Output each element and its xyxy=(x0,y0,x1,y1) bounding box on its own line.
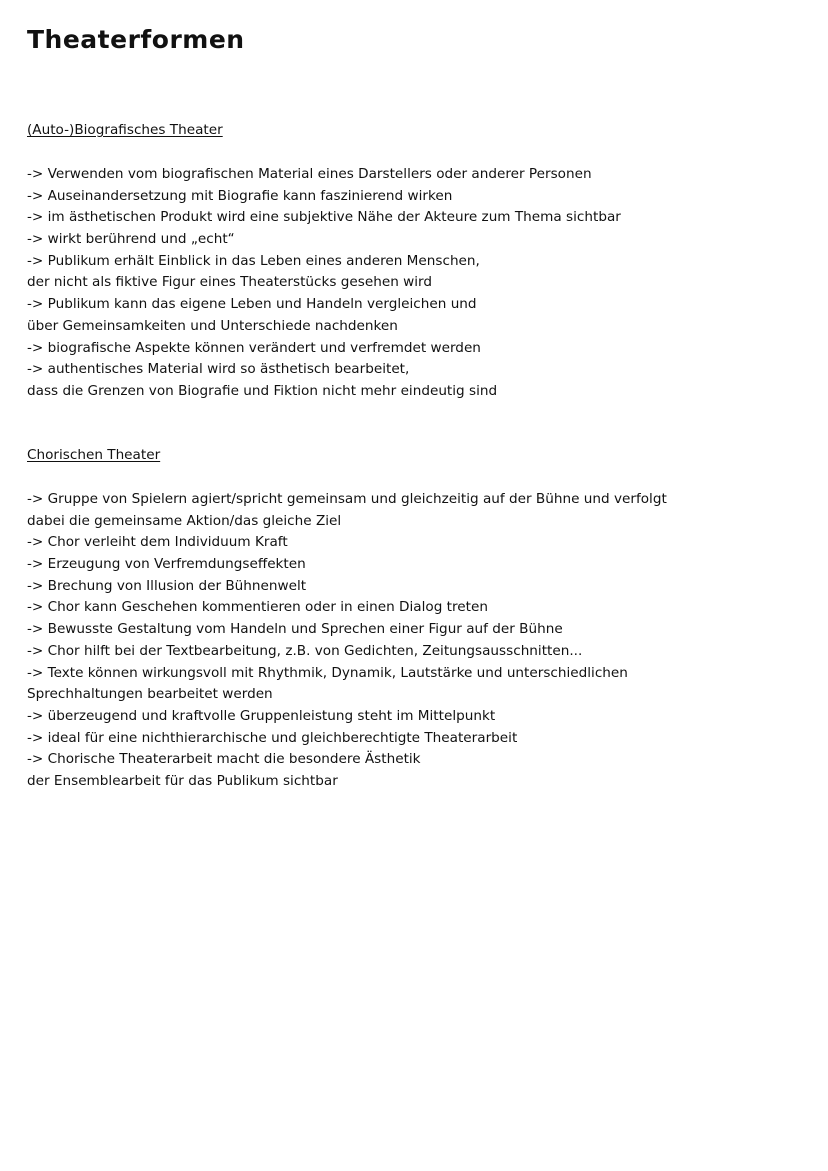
text-line: -> Publikum erhält Einblick in das Leben eines anderen Menschen, xyxy=(27,252,480,269)
section-heading-chorisches-theater: Chorischen Theater xyxy=(27,447,161,463)
section-lines-biografisches-theater xyxy=(27,164,621,403)
text-line: über Gemeinsamkeiten und Unterschiede nachdenken xyxy=(27,317,398,334)
text-line: -> überzeugend und kraftvolle Gruppenleistung steht im Mittelpunkt xyxy=(27,707,496,724)
text-line: -> biografische Aspekte können verändert und verfremdet werden xyxy=(27,339,481,356)
text-line: -> Chor verleiht dem Individuum Kraft xyxy=(27,534,288,551)
text-line: -> ideal für eine nichthierarchische und gleichberechtigte Theaterarbeit xyxy=(27,729,518,746)
text-line: der Ensemblearbeit für das Publikum sichtbar xyxy=(27,772,338,789)
text-line: -> Bewusste Gestaltung vom Handeln und Sprechen einer Figur auf der Bühne xyxy=(27,621,563,638)
text-line: -> Chor hilft bei der Textbearbeitung, z.B. von Gedichten, Zeitungsausschnitten... xyxy=(27,642,583,659)
section-heading-biografisches-theater: (Auto-)Biografisches Theater xyxy=(27,122,223,138)
text-line: -> authentisches Material wird so ästhetisch bearbeitet, xyxy=(27,361,410,378)
text-line: -> im ästhetischen Produkt wird eine subjektive Nähe der Akteure zum Thema sichtbar xyxy=(27,209,621,226)
text-line: dass die Grenzen von Biografie und Fiktion nicht mehr eindeutig sind xyxy=(27,382,498,399)
text-line: -> Auseinandersetzung mit Biografie kann faszinierend wirken xyxy=(27,187,453,204)
page-title: Theaterformen xyxy=(27,25,245,54)
text-line: der nicht als fiktive Figur eines Theaterstücks gesehen wird xyxy=(27,274,432,291)
text-line: -> Erzeugung von Verfremdungseffekten xyxy=(27,556,306,573)
text-line: -> Gruppe von Spielern agiert/spricht gemeinsam und gleichzeitig auf der Bühne und verfolgt xyxy=(27,491,667,507)
text-line: -> Chorische Theaterarbeit macht die besondere Ästhetik xyxy=(27,751,421,768)
text-line: -> Brechung von Illusion der Bühnenwelt xyxy=(27,577,307,594)
text-line: dabei die gemeinsame Aktion/das gleiche Ziel xyxy=(27,512,342,529)
text-line: -> Chor kann Geschehen kommentieren oder in einen Dialog treten xyxy=(27,599,488,616)
section-lines-chorisches-theater xyxy=(27,489,667,793)
text-line: -> Verwenden vom biografischen Material eines Darstellers oder anderer Personen xyxy=(27,166,592,182)
text-line: -> Texte können wirkungsvoll mit Rhythmik, Dynamik, Lautstärke und unterschiedlichen xyxy=(27,664,628,681)
text-line: -> Publikum kann das eigene Leben und Handeln vergleichen und xyxy=(27,296,477,313)
text-line: -> wirkt berührend und „echt“ xyxy=(27,231,235,248)
text-line: Sprechhaltungen bearbeitet werden xyxy=(27,686,273,703)
